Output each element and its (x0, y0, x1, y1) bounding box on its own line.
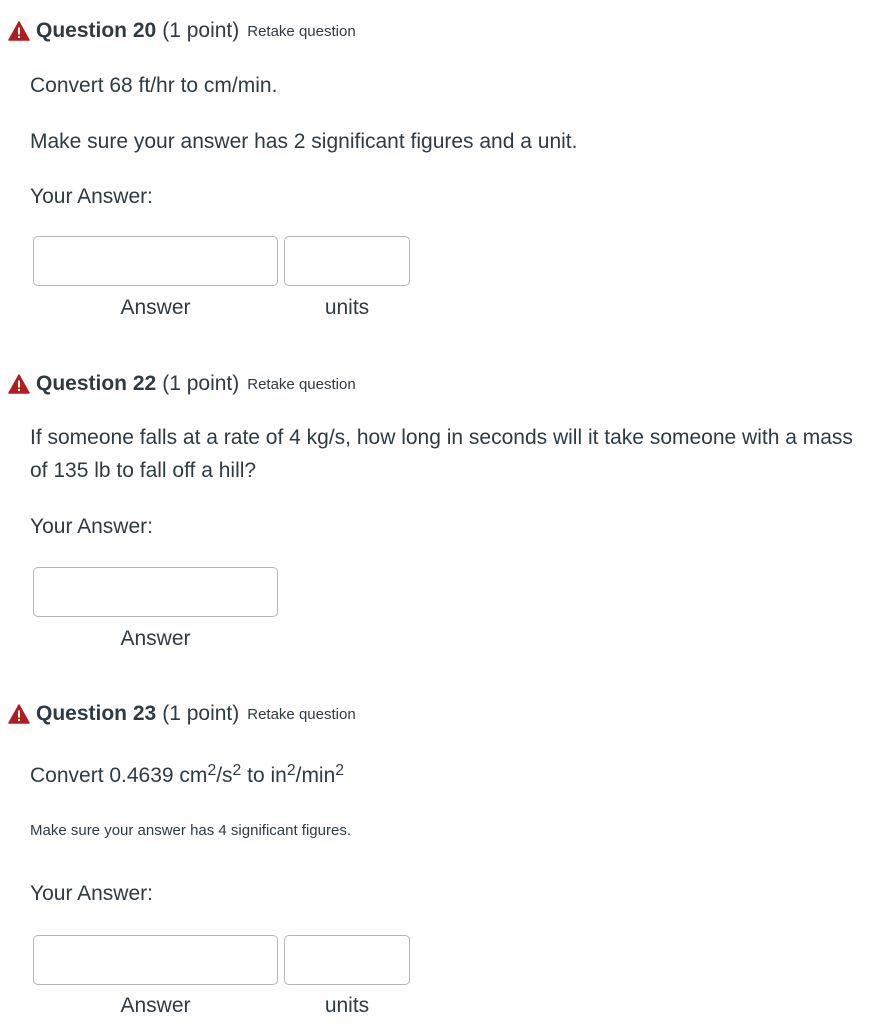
units-input[interactable] (284, 935, 410, 985)
question-note: Make sure your answer has 2 significant figures and a unit. (30, 130, 578, 153)
question-points: (1 point) (162, 702, 240, 725)
text-mid: /s (216, 764, 233, 787)
answer-input[interactable] (33, 567, 278, 617)
exponent: 2 (232, 761, 242, 779)
text-to: to in (241, 764, 287, 787)
warning-icon (8, 374, 30, 394)
units-field-label: units (324, 994, 370, 1017)
question-title: Question 23 (36, 702, 157, 725)
answer-field-label: Answer (120, 994, 191, 1017)
question-points: (1 point) (162, 372, 240, 395)
units-field-label: units (324, 296, 370, 319)
answer-input[interactable] (33, 236, 278, 286)
retake-question-link[interactable]: Retake question (247, 705, 356, 723)
units-input[interactable] (284, 236, 410, 286)
question-text: If someone falls at a rate of 4 kg/s, how long in seconds will it take someone with a mass of 135 lb to fall off a hill? (30, 426, 853, 482)
answer-field-label: Answer (120, 296, 191, 319)
answer-field-label: Answer (120, 627, 191, 650)
exponent: 2 (207, 761, 217, 779)
question-header (8, 16, 356, 46)
warning-icon (8, 704, 30, 724)
text-prefix: Convert 0.4639 cm (30, 764, 208, 787)
retake-question-link[interactable]: Retake question (247, 375, 356, 393)
answer-input[interactable] (33, 935, 278, 985)
question-text: Convert 68 ft/hr to cm/min. (30, 74, 278, 97)
question-title: Question 22 (36, 372, 157, 395)
retake-question-link[interactable]: Retake question (247, 22, 356, 40)
warning-icon (8, 21, 30, 41)
your-answer-label: Your Answer: (30, 515, 153, 538)
exponent: 2 (335, 761, 345, 779)
question-title: Question 20 (36, 19, 157, 42)
your-answer-label: Your Answer: (30, 185, 153, 208)
text-unit-end: /min (295, 764, 336, 787)
question-header (8, 699, 356, 729)
exponent: 2 (286, 761, 296, 779)
question-header (8, 369, 356, 399)
question-text (30, 759, 875, 792)
question-points: (1 point) (162, 19, 240, 42)
question-note: Make sure your answer has 4 significant figures. (30, 822, 351, 839)
your-answer-label: Your Answer: (30, 882, 153, 905)
